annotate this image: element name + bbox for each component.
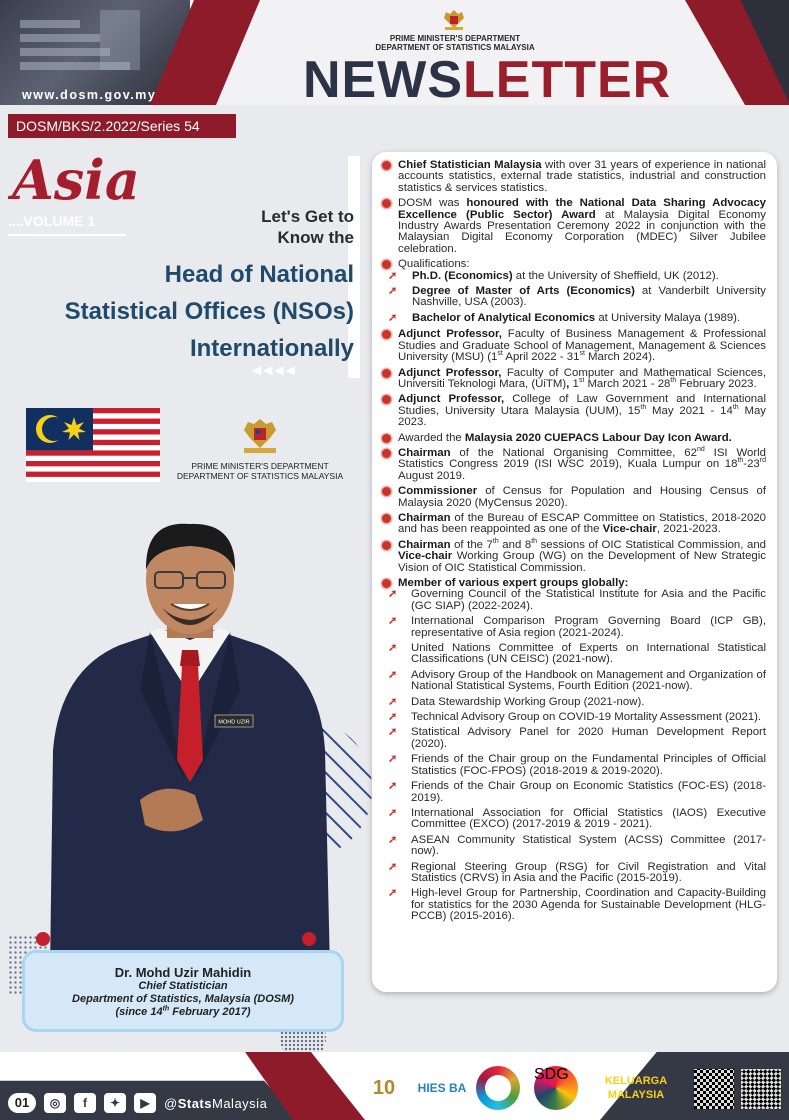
bullet-icon [382,260,391,269]
twitter-icon[interactable]: ✦ [104,1093,126,1113]
youtube-icon[interactable]: ▶ [134,1093,156,1113]
bio-item-bold: Vice-chair [602,523,657,536]
title-part1: NEWS [303,51,463,109]
expert-group-item [382,712,766,723]
expert-group-item [382,754,766,777]
expert-group-text: International Comparison Program Governing Board (ICP GB), representative of Asia region (2021-2024). [411,615,766,639]
bio-item [382,433,766,444]
person-role: Chief Statistician [138,980,228,992]
instagram-icon[interactable]: ◎ [44,1093,66,1113]
sup-text: th [531,537,538,545]
bullet-icon [382,395,391,404]
since-pre: (since 14 [115,1006,163,1018]
bio-item-text: at University Malaya (1989). [595,311,741,324]
arrow-icon: ➚ [388,285,398,298]
bio-item-bold: honoured with the National Data Sharing Advocacy Excellence (Public Sector) Award [398,197,766,221]
expert-group-item [382,888,766,922]
pushpin-icon [302,932,316,946]
bio-item-bold: Ph.D. (Economics) [412,269,513,282]
bullet-icon [382,449,391,458]
bio-item-text: of the Bureau of ESCAP Committee on Statistics, 2018-2020 and has been reappointed as one of the [398,511,766,536]
bio-item [382,448,766,482]
bio-item-text: of the National Organising Committee, 62 [450,446,697,459]
header-dept-line2: DEPARTMENT OF STATISTICS MALAYSIA [375,43,535,52]
handle-at: @ [164,1096,178,1111]
expert-group-text: United Nations Committee of Experts on International Statistical Classifications (UN CEISC) (2021-now). [411,642,766,666]
facebook-icon[interactable]: f [74,1093,96,1113]
intro-line2: Know the [277,228,354,247]
sup-text: st [497,350,503,358]
arrow-icon: ➚ [388,695,398,708]
expert-group-text: Governing Council of the Statistical Institute for Asia and the Pacific (GC SIAP) (2022-2024). [411,588,766,612]
bio-item-bold: Chairman [398,511,451,524]
bio-item-bold: Member of various expert groups globally: [398,577,629,589]
arrow-icon: ➚ [388,753,398,766]
anniversary-logo: 10 [358,1066,410,1110]
bio-item-text: at the University of Sheffield, UK (2012). [512,269,719,282]
social-handle[interactable] [164,1096,267,1111]
coat-of-arms-icon [440,8,468,32]
expert-group-item [382,697,766,708]
person-name: Dr. Mohd Uzir Mahidin [114,965,252,980]
bio-item-bold: Adjunct Professor, [398,328,502,341]
pushpin-icon [36,932,50,946]
expert-group-text: ASEAN Community Statistical System (ACSS) Committee (2017-now). [411,833,766,858]
bullet-icon [382,369,391,378]
sup-text: th [640,403,647,411]
title-part2: LETTER [463,51,672,109]
arrow-icon: ➚ [388,833,398,846]
arrow-icon: ➚ [388,806,398,819]
bio-item-bold: Malaysia 2020 CUEPACS Labour Day Icon Award. [464,431,732,444]
bio-item-text: DOSM was [398,197,467,210]
bio-item-bold: Vice-chair [398,550,453,563]
qualification-item [382,286,766,309]
series-badge: DOSM/BKS/2.2022/Series 54 [8,114,236,138]
arrows-decoration-icon: ◀◀◀◀ [252,363,297,377]
sup-text: th [737,457,744,465]
keluarga-malaysia-logo: KELUARGA MALAYSIA [604,1075,668,1101]
sdg-wheel-logo [476,1066,520,1110]
bio-item-bold: Adjunct Professor, [398,366,502,379]
bio-item-text: Awarded the [398,431,465,444]
qr-code-icon[interactable] [740,1068,782,1110]
bio-item-text: with over 31 years of experience in national accounts statistics, external trade statistics, industrial and construction statistics & services statistics. [398,159,766,194]
sup-text: th [492,537,499,545]
bio-item-bold: Bachelor of Analytical Economics [412,311,596,324]
expert-group-text: Technical Advisory Group on COVID-19 Mortality Assessment (2021). [411,711,762,724]
bio-list [382,160,766,923]
bio-item [382,537,766,574]
intro-line5: Internationally [189,335,354,362]
intro-heading [20,256,354,367]
bio-item [382,368,766,391]
since-sup: th [162,1005,170,1013]
expert-group-item [382,808,766,831]
arrow-icon: ➚ [388,726,398,739]
sup-text: rd [759,457,766,465]
qualifications-label: Qualifications: [398,258,470,271]
expert-group-text: Advisory Group of the Handbook on Management and Organization of National Statistical Systems, Fourth Edition (2021-now). [411,668,766,693]
volume-underline [8,234,126,236]
bio-item-text: -23 [743,458,760,471]
bio-item-text: August 2019. [398,469,466,482]
handle-bold: Stats [177,1096,212,1111]
expert-group-item [382,781,766,804]
bullet-icon [382,161,391,170]
intro-lead [160,206,354,248]
header-department [340,34,570,52]
bio-item-bold: Commissioner [398,485,478,498]
arrow-icon: ➚ [388,588,398,601]
bio-item-text: February 2023. [676,377,757,390]
expert-group-item [382,616,766,639]
expert-group-text: Regional Steering Group (RSG) for Civil Registration and Vital Statistics (CRVS) in Asia and the Pacific (2015-2019). [411,860,766,884]
expert-group-text: International Association for Official Statistics (IAOS) Executive Committee (EXCO) (2017-2019 & 2019 - 2021). [411,806,766,831]
handle-rest: Malaysia [212,1096,268,1111]
header-dept-line1: PRIME MINISTER'S DEPARTMENT [389,34,521,43]
since-post: February 2017) [169,1006,251,1018]
dept-caption-line2: DEPARTMENT OF STATISTICS MALAYSIA [176,471,344,481]
bio-item-text: May 2021 - 14 [646,404,733,417]
arrow-icon: ➚ [388,780,398,793]
qualification-item [382,313,766,324]
bio-item-text: College of Law Government and International Studies, University Utara Malaysia (UUM), 15 [398,393,766,417]
newsletter-title [303,52,671,108]
arrow-icon: ➚ [388,615,398,628]
expert-group-text: Statistical Advisory Panel for 2020 Human Development Report (2020). [411,726,766,750]
qualification-item [382,271,766,282]
arrow-icon: ➚ [388,311,398,324]
bio-item-text: Faculty of Business Management & Professional Studies and Graduate School of Management, Management & Sciences University (MSU) (1 [398,328,766,364]
bullet-icon [382,514,391,523]
bullet-icon [382,199,391,208]
bullet-icon [382,579,391,588]
arrow-icon: ➚ [388,668,398,681]
hies-logo: HIES BA [416,1066,468,1110]
bio-item-text: at Malaysia Digital Economy Industry Awards Presentation Ceremony 2022 in conjunction with the Malaysian Digital Economy Corporation (MDEC) Silver Jubilee celebration. [398,208,766,255]
bio-item-text: April 2022 - 31 [502,351,580,364]
expert-group-item [382,862,766,885]
arrow-icon: ➚ [388,711,398,724]
expert-group-text: Data Stewardship Working Group (2021-now). [411,695,645,708]
expert-group-text: Friends of the Chair group on the Fundamental Principles of Official Statistics (FOC-FPOS) (2018-2019 & 2019-2020). [411,753,766,777]
bio-item [382,394,766,428]
bio-item [382,160,766,194]
sdg-logo: SDG [534,1066,578,1110]
bio-item-text: Faculty of Computer and Mathematical Sciences, Universiti Teknologi Mara, (UiTM) [398,366,766,390]
arrow-icon: ➚ [388,642,398,655]
bio-item-bold: Degree of Master of Arts (Economics) [412,285,635,298]
bio-item-text: May 2023. [398,404,766,429]
sup-text: st [578,377,585,385]
bullet-icon [382,330,391,339]
bio-item-text: March 2021 - 28 [584,377,671,390]
bullet-icon [382,541,391,550]
expert-group-item [382,835,766,858]
bio-item-text: 1 [569,377,579,390]
bio-item-text: ISI World Statistics Congress 2019 (ISI WSC 2019), Kuala Lumpur on 18 [398,446,766,471]
arrow-icon: ➚ [388,269,398,282]
bio-item [382,329,766,363]
bullet-icon [382,434,391,443]
malaysia-flag-icon [26,408,160,482]
coat-of-arms-icon [236,416,284,456]
bio-item-text: March 2024). [584,351,656,364]
bio-item-text: of the 7 [450,538,493,551]
bio-item [382,486,766,509]
website-url[interactable]: www.dosm.gov.my [22,88,157,102]
bio-item-text: sessions of OIC Statistical Commission, and [537,538,766,551]
bio-item-bold: Chief Statistician Malaysia [398,159,542,171]
bio-item-text: , 2021-2023. [656,523,721,536]
intro-line3: Head of National [164,261,354,288]
bio-item [382,198,766,255]
dept-caption-line1: PRIME MINISTER'S DEPARTMENT [191,461,329,471]
name-tag-text: MOHD UZIR [218,719,250,726]
sup-text: st [579,350,585,358]
portrait-photo [45,520,335,970]
person-since [25,1006,341,1019]
sup-text: th [670,377,677,385]
qr-code-icon[interactable] [693,1068,735,1110]
sup-text: nd [696,446,705,454]
bullet-icon [382,487,391,496]
bio-item-text: of Census for Population and Housing Census of Malaysia 2020 (MyCensus 2020). [398,485,766,509]
asia-heading: Asia [12,148,140,212]
bio-item-text: and 8 [498,538,532,551]
bio-item-bold: Chairman [398,446,451,459]
name-card [22,950,344,1032]
bio-item-text: at Vanderbilt University Nashville, USA (2003). [412,285,766,309]
page-number: 01 [8,1093,36,1113]
intro-line1: Let's Get to [261,207,354,226]
bio-item-bold: Chairman [398,538,451,551]
expert-group-item [382,643,766,666]
expert-group-list [382,589,766,922]
expert-group-text: High-level Group for Partnership, Coordination and Capacity-Building for statistics for the 2030 Agenda for Sustainable Development (HLG-PCCB) (2015-2016). [411,887,766,923]
sup-text: th [732,403,739,411]
person-org: Department of Statistics, Malaysia (DOSM) [72,993,294,1005]
expert-group-item [382,589,766,612]
expert-group-item [382,670,766,693]
expert-group-text: Friends of the Chair Group on Economic Statistics (FOC-ES) (2018-2019). [411,780,766,804]
arrow-icon: ➚ [388,860,398,873]
bio-item [382,513,766,536]
expert-group-item [382,727,766,750]
intro-line4: Statistical Offices (NSOs) [64,298,354,325]
department-caption [170,461,350,481]
bio-item-bold: Adjunct Professor, [398,393,505,406]
bio-item-bold: , [566,377,570,390]
arrow-icon: ➚ [388,887,398,900]
volume-label: ....VOLUME 1 [8,213,96,229]
bio-item-text: Working Group (WG) on the Development of New Strategic Vision of OIC Statistical Commission. [398,550,766,574]
